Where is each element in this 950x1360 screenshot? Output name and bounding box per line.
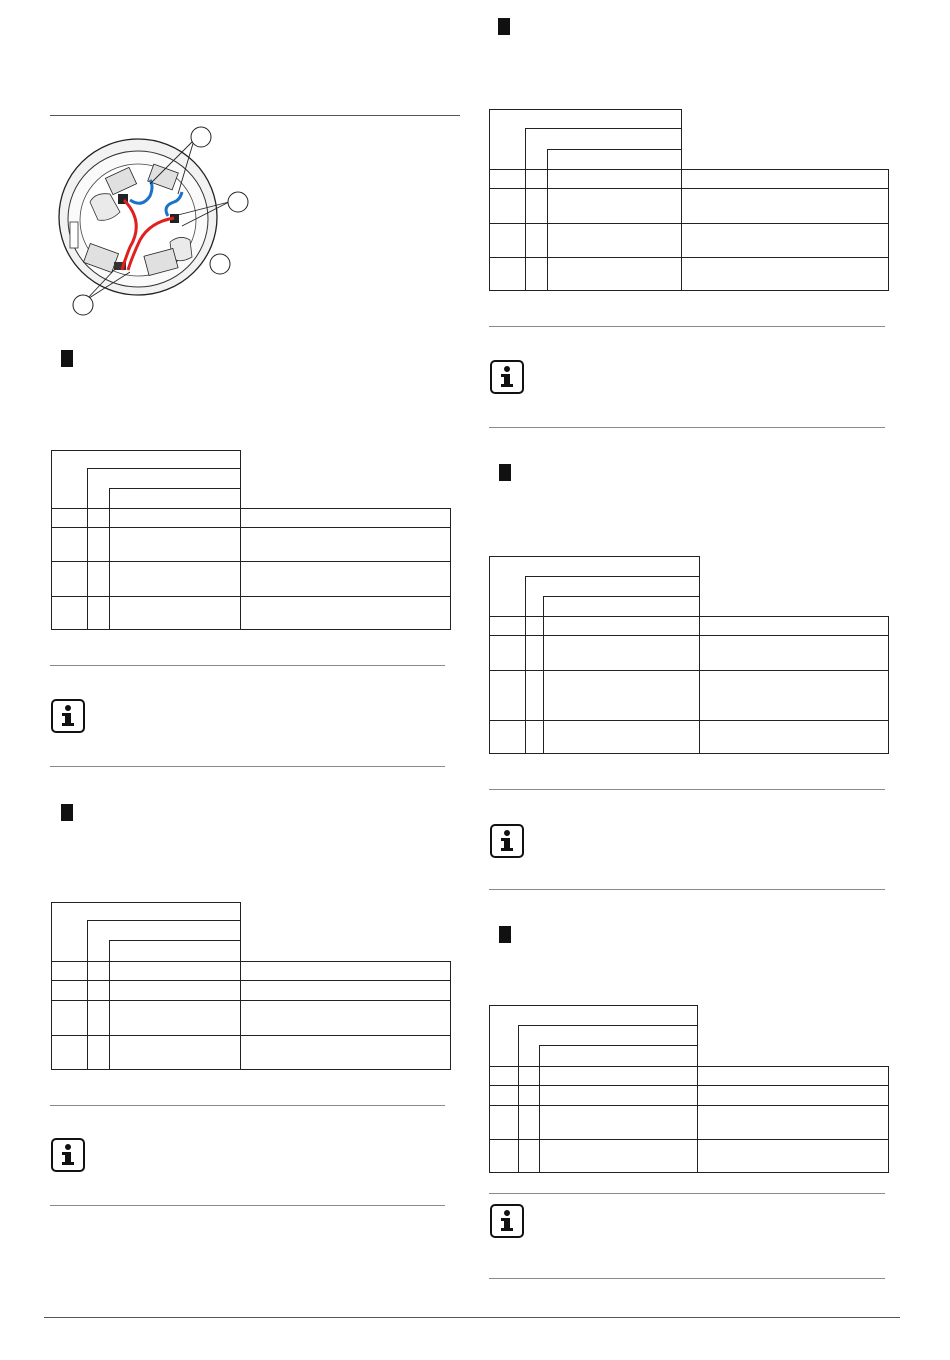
table-row-divider — [489, 223, 889, 224]
wiring-table-5 — [489, 1005, 889, 1173]
section-marker — [61, 804, 73, 821]
note-rule-bottom — [50, 1205, 445, 1206]
detector-base-wiring-figure — [50, 122, 270, 322]
info-icon — [490, 1204, 524, 1238]
table-body-frame — [51, 961, 451, 1070]
section-marker — [498, 18, 510, 35]
note-rule-top — [50, 665, 445, 666]
table-col-divider — [547, 169, 548, 291]
wiring-table-4 — [489, 556, 889, 754]
info-icon — [51, 1138, 85, 1172]
table-row-divider — [489, 1085, 889, 1086]
table-body-frame — [489, 1066, 889, 1173]
note-rule-top — [489, 326, 885, 327]
wiring-table-1 — [51, 450, 451, 630]
table-col-divider — [543, 616, 544, 754]
note-rule-bottom — [489, 1278, 885, 1279]
note-rule-top — [489, 1193, 885, 1194]
table-row-divider — [489, 1105, 889, 1106]
table-row-divider — [489, 670, 889, 671]
table-row-divider — [51, 980, 451, 981]
table-col-divider — [525, 169, 526, 291]
info-icon — [490, 360, 524, 394]
table-col-divider — [525, 616, 526, 754]
table-row-divider — [489, 257, 889, 258]
table-row-divider — [489, 188, 889, 189]
section-marker — [61, 350, 73, 367]
table-row-divider — [489, 1139, 889, 1140]
detector-base-illustration — [50, 122, 270, 322]
table-row-divider — [51, 596, 451, 597]
table-col-divider — [87, 961, 88, 1070]
wiring-table-2 — [51, 902, 451, 1070]
table-col-divider — [518, 1066, 519, 1173]
table-row-divider — [51, 1035, 451, 1036]
note-rule-top — [489, 789, 885, 790]
section-marker — [499, 926, 511, 943]
table-row-divider — [489, 635, 889, 636]
table-row-divider — [489, 720, 889, 721]
info-icon — [490, 824, 524, 858]
top-rule-left — [50, 115, 460, 116]
wiring-table-3 — [489, 109, 889, 291]
table-col-divider — [109, 508, 110, 630]
note-rule-bottom — [50, 766, 445, 767]
note-rule-top — [50, 1105, 445, 1106]
footer-rule — [44, 1317, 900, 1318]
table-col-divider — [87, 508, 88, 630]
table-row-divider — [51, 561, 451, 562]
table-row-divider — [51, 527, 451, 528]
section-marker — [499, 464, 511, 481]
info-icon — [51, 699, 85, 733]
table-row-divider — [51, 1000, 451, 1001]
note-rule-bottom — [489, 889, 885, 890]
table-body-frame — [489, 616, 889, 754]
note-rule-bottom — [489, 427, 885, 428]
table-col-divider — [109, 961, 110, 1070]
table-col-divider — [539, 1066, 540, 1173]
